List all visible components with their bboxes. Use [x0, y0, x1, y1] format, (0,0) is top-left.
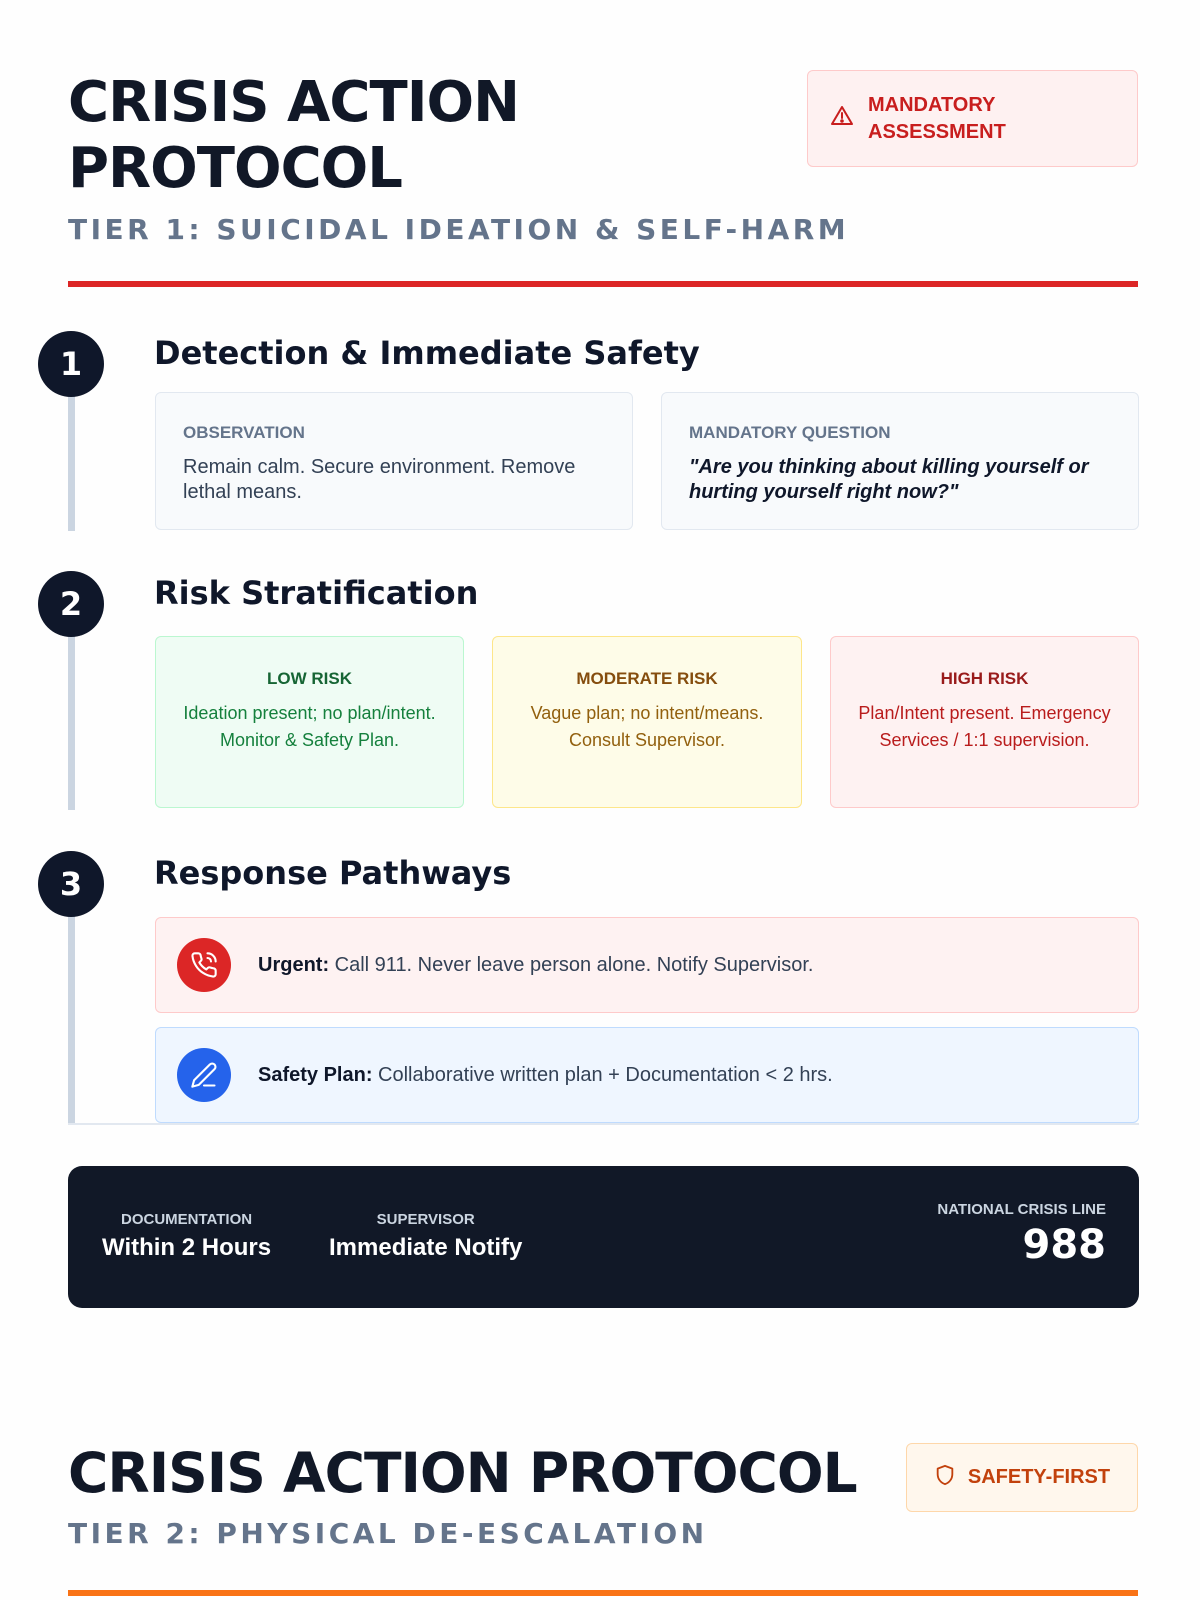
crisis-line-info	[937, 1201, 1106, 1268]
supervisor-value: Immediate Notify	[329, 1234, 523, 1261]
step-title: Response Pathways	[154, 854, 512, 892]
tier2-header	[68, 1440, 1138, 1600]
card-quote: "Are you thinking about killing yourself or hurting yourself right now?"	[689, 456, 1089, 503]
supervisor-label: SUPERVISOR	[376, 1211, 475, 1228]
card-label: OBSERVATION	[183, 423, 305, 442]
badge-label: MANDATORY ASSESSMENT	[868, 93, 1006, 143]
urgent-pathway	[155, 917, 1139, 1013]
risk-text: Vague plan; no intent/means. Consult Supervisor.	[530, 703, 764, 750]
moderate-risk-card	[492, 636, 802, 808]
crisis-line-label: NATIONAL CRISIS LINE	[937, 1201, 1106, 1218]
page-title: CRISIS ACTION PROTOCOL	[68, 70, 519, 201]
risk-label: HIGH RISK	[940, 669, 1029, 688]
pencil-icon	[177, 1048, 231, 1102]
card-text: Remain calm. Secure environment. Remove lethal means.	[183, 456, 576, 503]
section-divider	[68, 1590, 1138, 1596]
section-divider	[68, 281, 1138, 287]
step-title: Detection & Immediate Safety	[154, 334, 700, 372]
high-risk-card	[830, 636, 1139, 808]
observation-card	[155, 392, 633, 530]
step-title: Risk Stratification	[154, 574, 479, 612]
step-number-badge: 2	[38, 571, 104, 637]
safety-plan-pathway	[155, 1027, 1139, 1123]
tier1-header	[68, 70, 1138, 290]
supervisor-info	[329, 1211, 522, 1262]
pathway-label: Urgent:	[258, 953, 330, 976]
step-number-badge: 1	[38, 331, 104, 397]
warning-triangle-icon	[830, 104, 854, 133]
badge-label: SAFETY-FIRST	[967, 1466, 1111, 1488]
mandatory-question-card	[661, 392, 1139, 530]
documentation-value: Within 2 Hours	[102, 1234, 272, 1261]
pathway-label: Safety Plan:	[258, 1063, 373, 1086]
safety-first-badge	[906, 1443, 1138, 1512]
pathway-text	[258, 1064, 833, 1087]
low-risk-card	[155, 636, 464, 808]
page-title: CRISIS ACTION PROTOCOL	[68, 1441, 857, 1505]
risk-label: MODERATE RISK	[576, 669, 718, 688]
crisis-line-number: 988	[1022, 1222, 1106, 1268]
risk-label: LOW RISK	[267, 669, 352, 688]
pathway-text	[258, 954, 813, 977]
page-subtitle: TIER 1: SUICIDAL IDEATION & SELF-HARM	[68, 213, 850, 246]
section-bottom-border	[68, 1123, 1139, 1125]
shield-icon	[934, 1463, 956, 1492]
pathway-description: Call 911. Never leave person alone. Notify Supervisor.	[329, 953, 814, 976]
risk-text: Plan/Intent present. Emergency Services / 1:1 supervision.	[858, 703, 1111, 750]
summary-footer	[68, 1166, 1139, 1308]
phone-call-icon	[177, 938, 231, 992]
step-number-badge: 3	[38, 851, 104, 917]
documentation-label: DOCUMENTATION	[121, 1211, 253, 1228]
risk-text: Ideation present; no plan/intent. Monitor & Safety Plan.	[183, 703, 436, 750]
pathway-description: Collaborative written plan + Documentation < 2 hrs.	[372, 1063, 833, 1086]
documentation-info	[102, 1211, 271, 1262]
page-subtitle: TIER 2: PHYSICAL DE-ESCALATION	[68, 1517, 708, 1550]
card-label: MANDATORY QUESTION	[689, 423, 891, 442]
mandatory-assessment-badge	[807, 70, 1138, 167]
